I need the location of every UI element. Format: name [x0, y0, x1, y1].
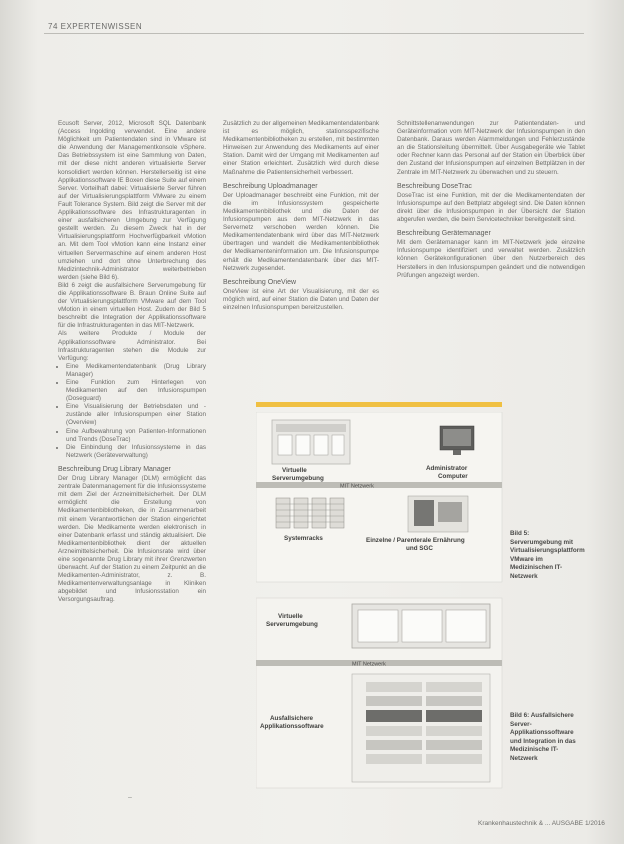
- section-heading: Beschreibung OneView: [223, 278, 297, 286]
- page-mark: –: [128, 794, 132, 801]
- software-layer: [366, 682, 422, 692]
- vm-icon: [358, 610, 398, 642]
- vm-icon: [278, 435, 292, 455]
- figure-accent-bar: [256, 402, 502, 407]
- list-item: • Eine Visualisierung der Betriebsdaten und -zustände aller Infusionspumpen einer Station (Overview): [66, 403, 206, 427]
- header-rule: [44, 33, 584, 34]
- section-heading: Beschreibung DoseTrac: [397, 182, 472, 190]
- section-heading: Beschreibung Gerätemanager: [397, 230, 491, 238]
- admin-label: Administrator Computer: [426, 465, 468, 480]
- paragraph: OneView ist eine Art der Visualisierung, mit der es möglich wird, auf einer Station die Daten und Daten der einzelnen Infusionspumpen bereitzustellen.: [223, 287, 379, 311]
- software-layer: [366, 740, 422, 750]
- software-layer-dark: [366, 710, 422, 722]
- vm-icon: [446, 610, 486, 642]
- list-item: • Eine Aufbewahrung von Patienten-Informationen und Trends (DoseTrac): [66, 428, 206, 444]
- software-layer: [426, 696, 482, 706]
- caption-bild5: Bild 5: Serverumgebung mit Virtualisierungsplattform VMware im Medizinischen IT-Netzwerk: [510, 530, 585, 580]
- section-heading: Beschreibung Uploadmanager: [223, 182, 318, 190]
- list-item: • Die Einbindung der Infusionssysteme in das Netzwerk (Geräteverwaltung): [66, 444, 206, 460]
- network-bar-5: [256, 482, 502, 488]
- page-header: 74 EXPERTENWISSEN: [48, 22, 143, 31]
- virtual-label-5: Virtuelle Serverumgebung: [272, 467, 324, 482]
- virtual-label-6: Virtuelle Serverumgebung: [266, 613, 318, 628]
- monitor-stand: [453, 450, 461, 455]
- vm-icon: [314, 435, 328, 455]
- paragraph: Der Drug Library Manager (DLM) ermöglicht das zentrale Datenmanagement für die Infusionssysteme mit dem Ziel der Arzneimittelsicherheit. Der DLM ermöglicht die Erstellung von Medikamentenbibliotheken, die in Zusammenarbeit mit einem Verantwortlichen der Station eingerichtet werden. Die Medikamente werden elektronisch in einer Datenbank erfasst und ständig aktualisiert. Die Medikamentenbibliothek dient der aktuellen Arzneimittelsicherheit. Die Infusionsrate wird über eine sogenannte Drug Library mit ihrer Grenzwerten überwacht. Auf der Station zu einem Zeitpunkt an die Medikamenten-Administrator, z. B. Medikamentenverwaltungsanlage in Kliniken abgebildet und Infusionsstation ein Versorgungsauftrag.: [58, 475, 206, 604]
- software-layer-dark: [426, 710, 482, 722]
- software-layer: [366, 754, 422, 764]
- paragraph: Der Uploadmanager beschreibt eine Funktion, mit der die im Infusionssystem gespeicherte Medikamentenbibliothek und die Daten der Infusionspumpen aus dem MIT-Netzwerk in das Servernetz verschoben werden können. Die Medikamentendatenbank wird über das MIT-Netzwerk übertragen und wandelt die Medikamentenbibliothek der Medikamenteninformation um. Die Infusionspumpe erhält die Medikamentendatenbank über das MIT-Netzwerk zugesendet.: [223, 191, 379, 272]
- caption-bild6: Bild 6: Ausfallsichere Server-Applikationssoftware und Integration in das Medizinische IT-Netzwerk: [510, 712, 576, 762]
- page-footer: Krankenhaustechnik & ... AUSGABE 1/2016: [478, 820, 605, 827]
- paragraph: Mit dem Gerätemanager kann im MIT-Netzwerk jede einzelne Infusionspumpe identifiziert und verwaltet werden. Zusätzlich können Gerätekonfigurationen über den Nutzerbereich des Herstellers in den Infusionspumpen geändert und die notwendigen Prüfungen angezeigt werden.: [397, 239, 585, 279]
- paragraph: Bild 6 zeigt die ausfallsichere Serverumgebung für die Applikationssoftware B. Braun Online Suite auf der Virtualisierungsplattform VMware auf dem Tool vMotion in einem virtuellen Host. Zudem der Bild 5 beschreibt die Integration der Applikationssoftware für die Infrastrukturagenten in das MIT-Netzwerk.: [58, 281, 206, 330]
- pump-unit: [438, 502, 462, 522]
- software-layer: [426, 740, 482, 750]
- monitor-screen: [443, 429, 471, 446]
- network-label-6: MIT Netzwerk: [352, 661, 386, 668]
- text-column-1: [58, 120, 206, 605]
- vm-icon: [296, 435, 310, 455]
- software-layer: [426, 726, 482, 736]
- vm-icon: [332, 435, 344, 455]
- list-item: • Eine Medikamentendatenbank (Drug Library Manager): [66, 363, 206, 379]
- paragraph: Als weitere Produkte / Module der Applikationssoftware Administrator. Bei Infrastrukturagenten stehen die Module zur Verfügung:: [58, 330, 206, 362]
- section-heading: Beschreibung Drug Library Manager: [58, 465, 171, 473]
- paragraph: Ecusoft Server, 2012, Microsoft SQL Datenbank (Access Ingolding verwendet. Eine andere Möglichkeit um Patientendaten sind in VMware ist die Anwendung der Managementkonsole vSphere. Das Betriebssystem ist eine Sammlung von Daten, mit der diese nicht anderen virtualisierte Server konsolidiert werden können. Herstellerseitig ist eine Applikationssoftware IE Boxen diese Suite auf einem Server. Vorteilhaft dabei: Virtualisierte Server führen auf der Virtualisierungsplattform VMware zu einem Fault Tolerance System. Bild zeigt die Server mit der Applikationssoftware des Infrastrukturagenten in einer ausfallsicheren Umgebung zur Verfügung gestellt werden. Zu diesem Zweck hat in der Virtualisierungsplattform Hochverfügbarkeit vMotion an. Mit dem Tool vMotion kann eine Instanz einer virtuellen Servermaschine auf einem anderen Host umziehen und dort ohne Unterbrechung des Medizintechnik-Administrator weiterbetrieben werden (siehe Bild 6).: [58, 120, 206, 281]
- network-label-5: MIT Netzwerk: [340, 483, 374, 490]
- software-layer: [366, 696, 422, 706]
- software-layer: [426, 682, 482, 692]
- software-layer: [366, 726, 422, 736]
- bullet-list: [58, 363, 206, 460]
- paragraph: Zusätzlich zu der allgemeinen Medikamentendatenbank ist es möglich, stationsspezifische Medikamentenbibliotheken zu erstellen, mit bestimmten Hinweisen zur Anwendung des Medikaments auf einer Station. Damit wird der Umgang mit Medikamenten auf einer Station erleichtert. Zusätzlich wird durch diese Maßnahme die Patientensicherheit verbessert.: [223, 120, 379, 176]
- paragraph: Schnittstellenanwendungen zur Patientendaten- und Geräteinformation vom MIT-Netzwerk der Infusionspumpen in den Datenbank. Daraus werden Alarmmeldungen und Fehlerzustände an die Stationsleitung übermittelt. Über Ausgabegeräte wie Tablet oder Rechner kann das Personal auf der Station ein Überblick über den Zustand der Infusionspumpen auf einzelnen Bettplätzen in der Zentrale im MIT-Netzwerk zu überwachen und zu steuern.: [397, 120, 585, 176]
- text-column-3: [397, 120, 585, 280]
- text-column-2: [223, 120, 379, 312]
- station-label: Einzelne / Parenterale Ernährung und SGC: [366, 537, 465, 552]
- list-item: • Eine Funktion zum Hinterlegen von Medikamenten auf den Infusionspumpen (Doseguard): [66, 379, 206, 403]
- software-layer: [426, 754, 482, 764]
- paragraph: DoseTrac ist eine Funktion, mit der die Medikamentendaten der Infusionspumpe auf den Bettplatz abgelegt sind. Die Daten können direkt über die Infusionspumpen in der Übersicht der Station abgerufen werden, die beim Servicetechniker bereitgestellt sind.: [397, 191, 585, 224]
- server-strip: [276, 424, 346, 432]
- software-label: Ausfallsichere Applikationssoftware: [260, 715, 324, 730]
- racks-label: Systemracks: [284, 535, 323, 542]
- vm-icon: [402, 610, 442, 642]
- pump-stack: [414, 500, 434, 526]
